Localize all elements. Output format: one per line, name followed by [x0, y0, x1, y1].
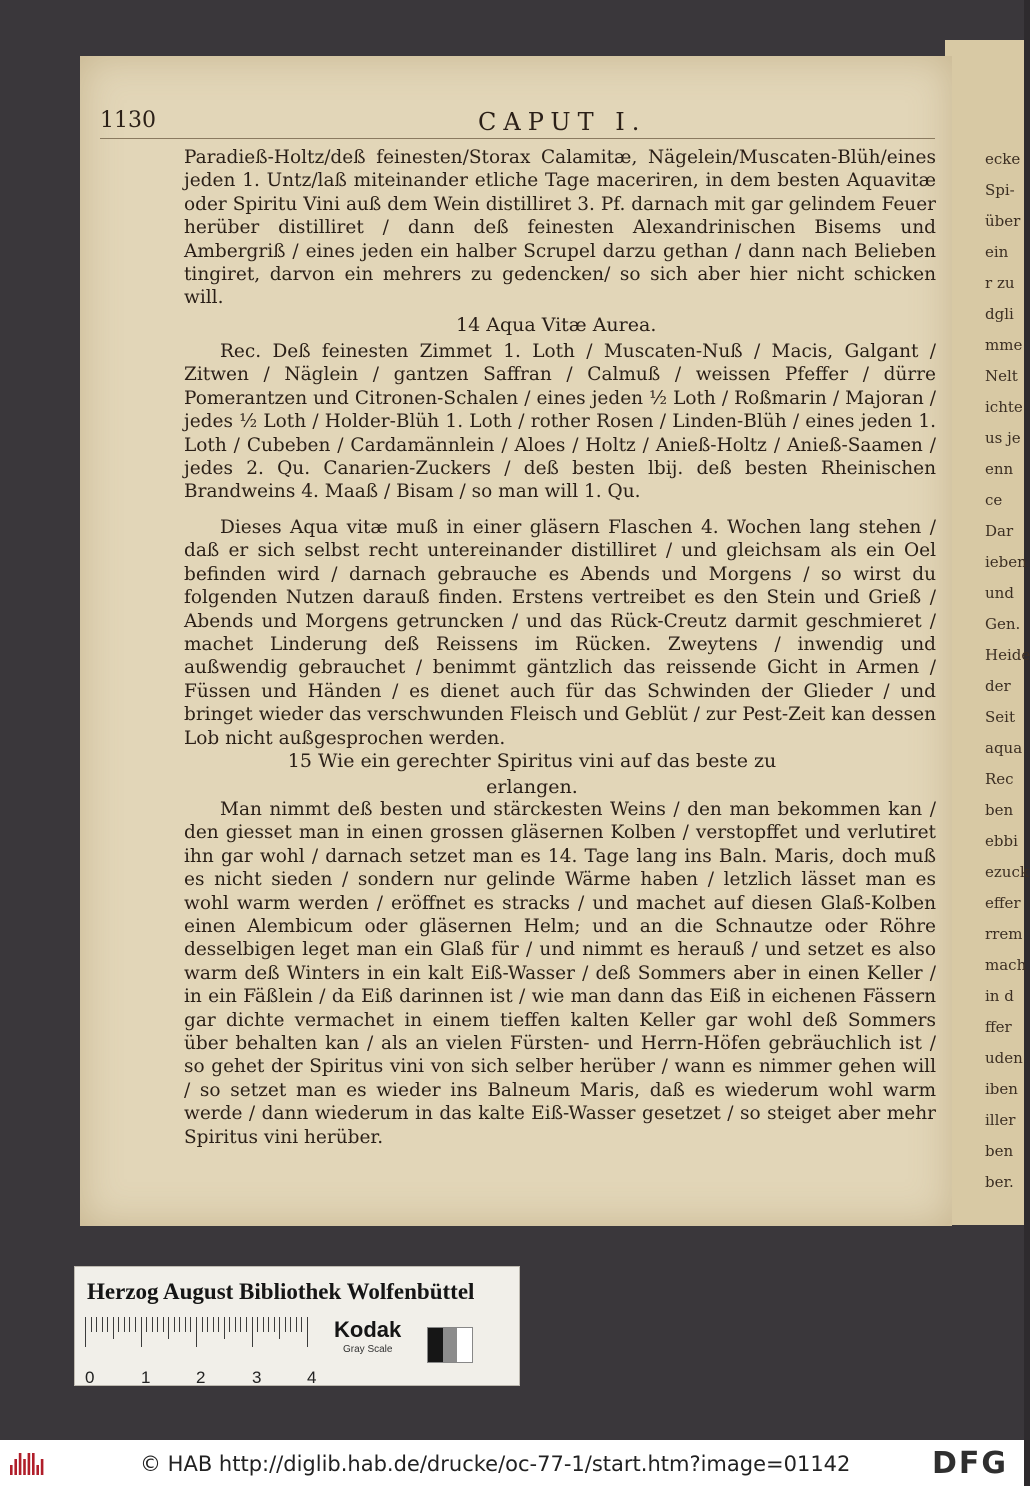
ruler-tick [102, 1317, 103, 1332]
adjacent-page-fragment: ein [985, 243, 1009, 261]
ruler-tick [135, 1317, 136, 1332]
ruler-tick [157, 1317, 158, 1332]
ruler-tick [146, 1317, 147, 1332]
ruler-tick [179, 1317, 180, 1332]
ruler-tick [190, 1317, 191, 1332]
adjacent-page-fragment: ber. [985, 1173, 1014, 1191]
ruler-tick [240, 1317, 241, 1332]
adjacent-page-fragment: ichte [985, 398, 1023, 416]
ruler-tick [124, 1317, 125, 1332]
spiritus-paragraph [184, 798, 936, 1149]
adjacent-page-fragment: uden [985, 1049, 1023, 1067]
dfg-logo: DFG [932, 1446, 1009, 1481]
ruler-tick [85, 1317, 86, 1347]
adjacent-page-fragment: aqua [985, 739, 1023, 757]
ruler-tick [207, 1317, 208, 1332]
running-title: CAPUT I. [478, 108, 647, 136]
adjacent-page-edge [945, 40, 1030, 1225]
ruler-tick [307, 1317, 308, 1347]
adjacent-page-fragment: Gen. [985, 615, 1021, 633]
ruler-tick [163, 1317, 164, 1332]
adjacent-page-fragment: in d [985, 987, 1014, 1005]
ruler-tick [213, 1317, 214, 1332]
ruler-tick [113, 1317, 114, 1339]
section-heading-15: 15 Wie ein gerechter Spiritus vini auf das beste zu erlangen. [287, 750, 777, 798]
ruler-tick [285, 1317, 286, 1332]
adjacent-page-fragment: rrem [985, 925, 1023, 943]
ruler-tick [274, 1317, 275, 1332]
library-name: Herzog August Bibliothek Wolfenbüttel [87, 1279, 475, 1304]
ruler-tick [185, 1317, 186, 1332]
adjacent-page-fragment: Rec [985, 770, 1014, 788]
adjacent-page-fragment: der [985, 677, 1011, 695]
ruler-tick [235, 1317, 236, 1332]
adjacent-page-fragment: mach [985, 956, 1027, 974]
adjacent-page-fragment: dgli [985, 305, 1014, 323]
paragraph-continued [184, 146, 936, 310]
usage-paragraph [184, 516, 936, 750]
ruler-tick [229, 1317, 230, 1332]
logo-bar [28, 1453, 31, 1475]
spiritus-text: Man nimmt deß besten und stärckesten Weins / den man bekommen kan / den giesset man in einen grossen gläsernen Kolben / verstopffet und verlutiret ihn gar wohl / darnach setzet man es 14. Tage lang ins Baln. Maris, doch muß es nicht sieden / sondern nur gelinde Wärme haben / letzlich lässet man es wohl warm werden / eröffnet es stracks / und machet auf diesen Glaß-Kolben einen Alembicum oder gläsernen Helm; und an die Schnautze oder Röhre desselbigen leget man ein Glaß für / und nimmt es herauß / und setzet es also warm deß Winters in ein kalt Eiß-Wasser / deß Sommers aber in einen Keller / in ein Fäßlein / da Eiß darinnen ist / wie man dann das Eiß in eichenen Fässern gar dichte vermachet in einem tieffen kalten Keller gar wohl deß Sommers über behalten kan / als an vielen Fürsten- und Herrn-Höfen gebräuchlich ist / so gehet der Spiritus vini von sich selber herüber / wann es nimmer gehen will / so setzet man es wieder ins Balneum Maris, daß es wiederum wohl warm werde / dann wiederum in das kalte Eiß-Wasser gesetzet / so steiget aber mehr Spiritus vini herüber. [184, 799, 936, 1148]
recipe-paragraph [184, 340, 936, 504]
ruler-tick [301, 1317, 302, 1332]
hab-logo-icon [8, 1449, 46, 1477]
adjacent-page-fragment: Dar [985, 522, 1014, 540]
usage-text: Dieses Aqua vitæ muß in einer gläsern Flaschen 4. Wochen lang stehen / daß er sich selbst recht untereinander distilliret / und gleichsam als ein Oel befinden wird / darnach gebrauche es Abends und Morgens / so wirst du folgenden Nutzen darauß finden. Erstens vertreibet es den Stein und Grieß / Abends und Morgens getruncken / und das Rück-Creutz darmit geschmieret / machet Linderung deß Reissens im Rücken. Zweytens / inwendig und außwendig gebrauchet / benimmt gäntzlich das reissende Gicht in Armen / Füssen und Händen / es dienet auch für das Schwinden der Glieder / und bringet wieder das verschwunden Fleisch und Geblüt / zur Pest-Zeit kan dessen Lob nicht außgesprochen werden. [184, 517, 936, 749]
scale-label-4: 4 [307, 1368, 317, 1387]
scale-label-3: 3 [252, 1368, 262, 1387]
kodak-brand: Kodak [334, 1317, 402, 1342]
adjacent-page-fragment: Heide [985, 646, 1030, 664]
gray-patch-2 [457, 1328, 472, 1362]
adjacent-page-fragment: r zu [985, 274, 1015, 292]
adjacent-page-fragment: ben [985, 801, 1014, 819]
ruler-tick [252, 1317, 253, 1347]
logo-bar [32, 1453, 35, 1475]
adjacent-page-fragment: ben [985, 1142, 1014, 1160]
recipe-text: Rec. Deß feinesten Zimmet 1. Loth / Muscaten-Nuß / Macis, Galgant / Zitwen / Näglein / gantzen Saffran / Calmuß / weissen Pfeffer / dürre Pomerantzen und Citronen-Schalen / eines jeden ½ Loth / Roßmarin / Majoran / jedes ½ Loth / Holder-Blüh 1. Loth / rother Rosen / Linden-Blüh / eines jeden 1. Loth / Cubeben / Cardamännlein / Aloes / Holtz / Anieß-Holtz / Anieß-Saamen / jedes 2. Qu. Canarien-Zuckers / deß besten lbij. deß besten Rheinischen Brandweins 4. Maaß / Bisam / so man will 1. Qu. [184, 341, 936, 503]
scale-label-2: 2 [196, 1368, 206, 1387]
logo-bar [14, 1459, 17, 1475]
adjacent-page-fragment: und [985, 584, 1014, 602]
scale-label-1: 1 [141, 1368, 151, 1387]
adjacent-page-fragment: mme [985, 336, 1023, 354]
ruler-tick [218, 1317, 219, 1332]
paragraph-text: Paradieß-Holtz/deß feinesten/Storax Calamitæ, Nägelein/Muscaten-Blüh/eines jeden 1. Untz/laß miteinander etliche Tage maceriren, in dem besten Aquavitæ oder Spiritu Vini auß dem Wein distilliret 3. Pf. darnach mit gar gelindem Feuer herüber distilliret / dann deß feinesten Alexandrinischen Bisems und Ambergriß / eines jeden ein halber Scrupel darzu gethan / dann nach Belieben tingiret, darvon ein mehrers zu gedencken/ so sich aber hier nicht schicken will. [184, 147, 936, 309]
ruler-tick [141, 1317, 142, 1347]
ruler-tick [118, 1317, 119, 1332]
adjacent-page-fragment: ebbi [985, 832, 1018, 850]
ruler-tick [107, 1317, 108, 1332]
ruler-tick [91, 1317, 92, 1332]
ruler-tick [129, 1317, 130, 1332]
adjacent-page-fragment: Nelt [985, 367, 1018, 385]
ruler-tick [263, 1317, 264, 1332]
gray-patch-0 [428, 1328, 443, 1362]
gray-patch-1 [443, 1328, 458, 1362]
adjacent-page-fragment: ezuck [985, 863, 1029, 881]
scale-label-0: 0 [85, 1368, 95, 1387]
gray-scale-label: Gray Scale [343, 1344, 393, 1355]
page-number: 1130 [100, 108, 156, 133]
logo-bar [10, 1465, 13, 1475]
footer-bar [0, 1440, 1024, 1486]
ruler-tick [196, 1317, 197, 1347]
ruler-tick [152, 1317, 153, 1332]
ruler-tick [246, 1317, 247, 1332]
ruler-tick [168, 1317, 169, 1339]
ruler-tick [279, 1317, 280, 1339]
adjacent-page-fragment: ieben [985, 553, 1027, 571]
copyright-link[interactable]: © HAB http://diglib.hab.de/drucke/oc-77-1/start.htm?image=01142 [140, 1452, 851, 1476]
adjacent-page-fragment: ecke [985, 150, 1021, 168]
section-heading-14: 14 Aqua Vitæ Aurea. [456, 314, 657, 336]
ruler-tick [202, 1317, 203, 1332]
adjacent-page-fragment: effer [985, 894, 1021, 912]
logo-bar [41, 1459, 44, 1475]
ruler-tick [257, 1317, 258, 1332]
adjacent-page-fragment: über [985, 212, 1021, 230]
ruler-tick [96, 1317, 97, 1332]
logo-bar [23, 1459, 26, 1475]
adjacent-page-fragment: iller [985, 1111, 1016, 1129]
adjacent-page-fragment: iben [985, 1080, 1018, 1098]
ruler-tick [290, 1317, 291, 1332]
header-rule [100, 138, 935, 139]
adjacent-page-fragment: ce [985, 491, 1003, 509]
adjacent-page-fragment: Spi- [985, 181, 1015, 199]
adjacent-page-fragment: ffer [985, 1018, 1012, 1036]
logo-bar [36, 1465, 39, 1475]
adjacent-page-fragment: Seit [985, 708, 1015, 726]
ruler-tick [268, 1317, 269, 1332]
ruler-tick [224, 1317, 225, 1339]
ruler-tick [296, 1317, 297, 1332]
adjacent-page-fragment: enn [985, 460, 1014, 478]
adjacent-page-fragment: us je [985, 429, 1021, 447]
page-header [100, 108, 930, 140]
gray-scale-patches [427, 1327, 473, 1363]
logo-bar [19, 1453, 22, 1475]
ruler-tick [174, 1317, 175, 1332]
